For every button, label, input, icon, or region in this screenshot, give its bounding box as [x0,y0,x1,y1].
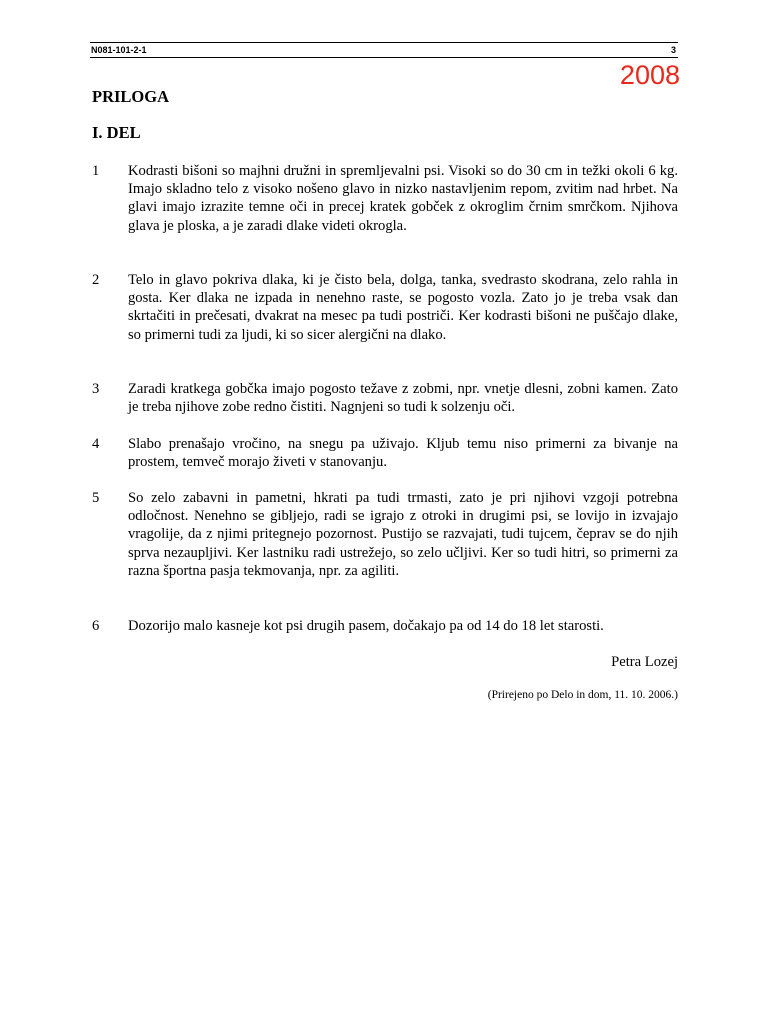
paragraph-5 [92,489,678,580]
paragraph-text: So zelo zabavni in pametni, hkrati pa tudi trmasti, zato je pri njihovi vzgoji potrebna odločnost. Nenehno se gibljejo, radi se igrajo z otroki in drugimi psi, se lovijo in izvajajo vragolije, da z njimi pritegnejo pozornost. Pustijo se razvajati, tudi tujcem, čeprav se do njih sprva nezaupljivi. Ker lastniku radi ustrežejo, so zelo učljivi. Ker so tudi hitri, so primerni za razna športna pasja tekmovanja, npr. za agiliti. [128,490,678,579]
year-stamp: 2008 [619,60,680,90]
paragraph-4 [92,435,678,471]
paragraph-number: 3 [92,381,100,397]
paragraph-1 [92,162,678,235]
paragraph-number: 2 [92,272,100,288]
page-header [90,42,678,58]
page-title: PRILOGA [92,87,170,106]
paragraph-3 [92,380,678,416]
paragraph-text: Telo in glavo pokriva dlaka, ki je čisto bela, dolga, tanka, svedrasto skodrana, zelo rahla in gosta. Ker dlaka ne izpada in nenehno raste, se pogosto vozla. Zato jo je treba vsak dan skrtačiti in prečesati, dvakrat na mesec pa tudi postriči. Ker kodrasti bišoni ne puščajo dlake, so primerni tudi za ljudi, ki so sicer alergični na dlako. [128,272,678,343]
paragraph-text: Dozorijo malo kasneje kot psi drugih pasem, dočakajo pa od 14 do 18 let starosti. [128,618,604,634]
paragraph-number: 5 [92,490,100,506]
paragraph-number: 4 [92,436,100,452]
author-name: Petra Lozej [611,654,678,670]
paragraph-text: Zaradi kratkega gobčka imajo pogosto težave z zobmi, npr. vnetje dlesni, zobni kamen. Zato je treba njihove zobe redno čistiti. Nagnjeni so tudi k solzenju oči. [128,381,678,416]
paragraph-number: 6 [92,618,100,634]
paragraph-text: Slabo prenašajo vročino, na snegu pa uživajo. Kljub temu niso primerni za bivanje na prostem, temveč morajo živeti v stanovanju. [128,436,678,471]
paragraph-6 [92,617,678,635]
source-citation: (Prirejeno po Delo in dom, 11. 10. 2006.) [487,689,678,701]
paragraph-number: 1 [92,163,100,179]
page-number: 3 [670,45,676,55]
document-code: N081-101-2-1 [91,45,147,55]
part-title: I. DEL [92,123,141,142]
paragraph-2 [92,271,678,344]
paragraph-text: Kodrasti bišoni so majhni družni in spremljevalni psi. Visoki so do 30 cm in težki okoli 6 kg. Imajo skladno telo z visoko nošeno glavo in nizko nastavljenim repom, zvitim nad hrbet. Na glavi imajo izrazite temne oči in precej kratek gobček z okroglim črnim smrčkom. Njihova glava je ploska, a je zaradi dlake videti okrogla. [128,163,678,234]
